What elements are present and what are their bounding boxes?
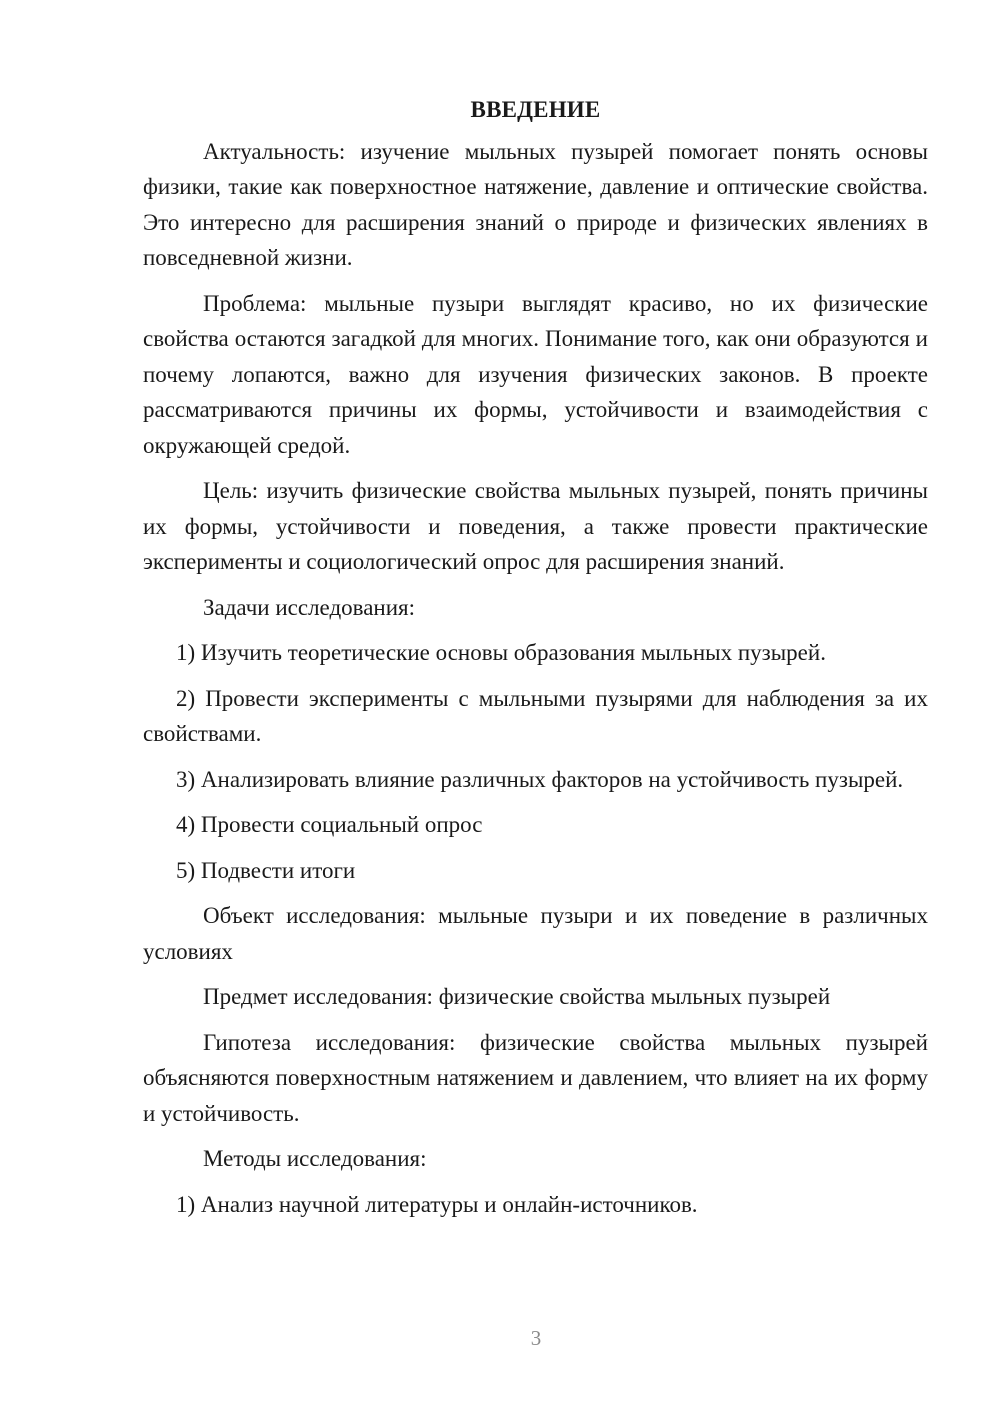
- problem-paragraph: Проблема: мыльные пузыри выглядят красиво, но их физические свойства остаются загадкой для многих. Понимание того, как они образуются и почему лопаются, важно для изучения физических законов. В проекте рассматриваются причины их формы, устойчивости и взаимодействия с окружающей средой.: [143, 290, 928, 458]
- tasks-heading: Задачи исследования:: [203, 594, 416, 620]
- page-number: 3: [530, 1326, 542, 1350]
- subject-paragraph: Предмет исследования: физические свойства мыльных пузырей: [203, 984, 831, 1009]
- document-page: [143, 92, 928, 1232]
- task-item: 5) Подвести итоги: [176, 857, 356, 883]
- section-title: ВВЕДЕНИЕ: [470, 97, 601, 122]
- object-paragraph: Объект исследования: мыльные пузыри и их поведение в различных условиях: [143, 903, 928, 964]
- relevance-paragraph: Актуальность: изучение мыльных пузырей помогает понять основы физики, такие как поверхностное натяжение, давление и оптические свойства. Это интересно для расширения знаний о природе и физических явлениях в повседневной жизни.: [143, 138, 928, 270]
- hypothesis-paragraph: Гипотеза исследования: физические свойства мыльных пузырей объясняются поверхностным натяжением и давлением, что влияет на их форму и устойчивость.: [143, 1029, 928, 1126]
- methods-heading: Методы исследования:: [203, 1146, 427, 1171]
- method-item: 1) Анализ научной литературы и онлайн-источников.: [176, 1191, 698, 1217]
- task-item: 1) Изучить теоретические основы образования мыльных пузырей.: [176, 640, 826, 665]
- task-item: 4) Провести социальный опрос: [176, 812, 483, 837]
- task-item: 3) Анализировать влияние различных факторов на устойчивость пузырей.: [176, 766, 904, 792]
- task-item: 2) Провести эксперименты с мыльными пузырями для наблюдения за их свойствами.: [143, 685, 928, 746]
- goal-paragraph: Цель: изучить физические свойства мыльных пузырей, понять причины их формы, устойчивости и поведения, а также провести практические эксперименты и социологический опрос для расширения знаний.: [143, 478, 928, 574]
